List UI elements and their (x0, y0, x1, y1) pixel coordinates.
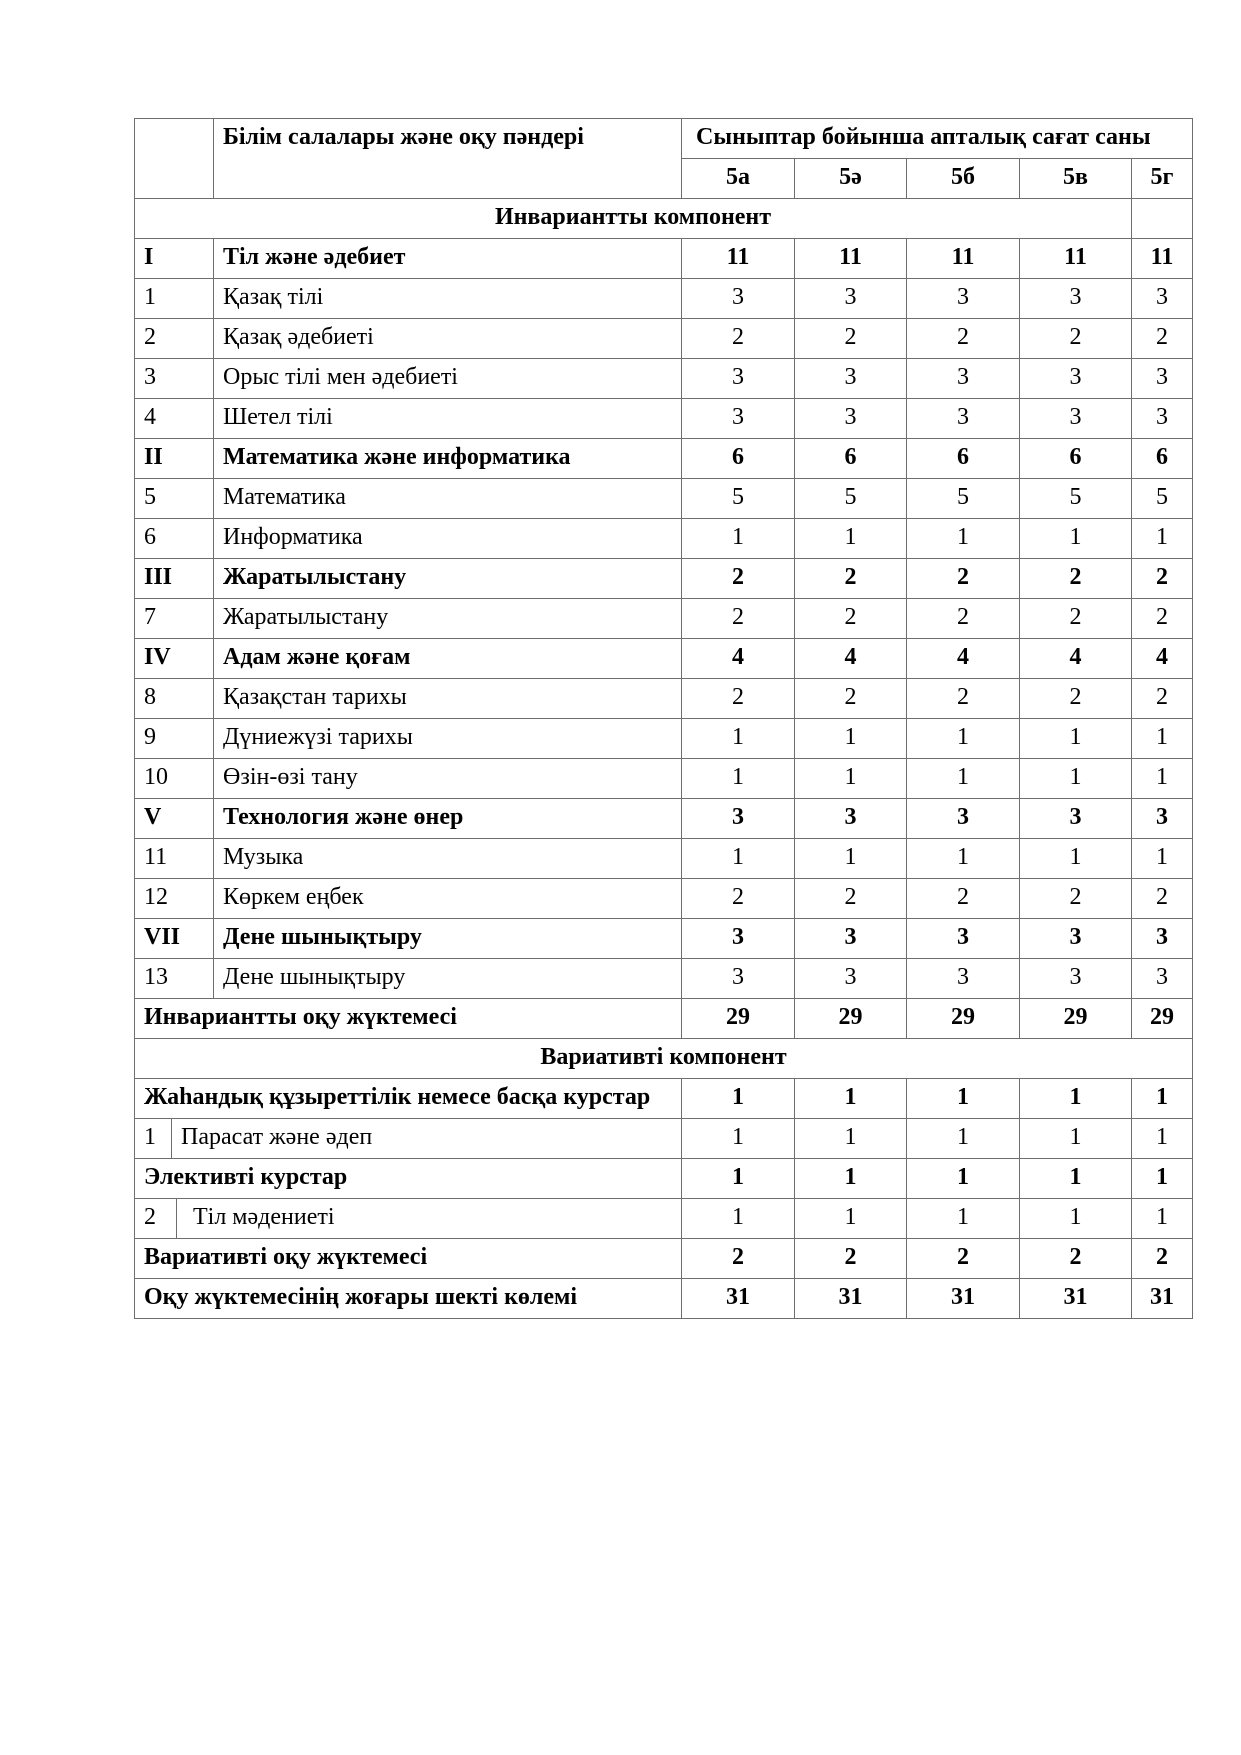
subject-name: Қазақ әдебиеті (214, 319, 682, 359)
hours-value: 3 (907, 959, 1020, 999)
subject-name: Көркем еңбек (214, 879, 682, 919)
hours-value: 2 (1020, 879, 1132, 919)
subject-row (135, 719, 1193, 759)
row-number: 12 (135, 879, 214, 919)
hours-value: 1 (682, 519, 795, 559)
hours-value: 1 (1020, 1079, 1132, 1119)
hours-value: 1 (1020, 1199, 1132, 1239)
hours-header: Сыныптар бойынша апталық сағат саны (682, 119, 1193, 159)
hours-value: 31 (795, 1279, 907, 1319)
hours-value: 2 (795, 879, 907, 919)
subject-name: Дүниежүзі тарихы (214, 719, 682, 759)
hours-value: 3 (1132, 799, 1193, 839)
max-load-row (135, 1279, 1193, 1319)
class-header: 5а (682, 159, 795, 199)
subject-name: Адам және қоғам (214, 639, 682, 679)
hours-value: 3 (682, 919, 795, 959)
hours-value: 1 (1020, 1159, 1132, 1199)
hours-value: 3 (1020, 919, 1132, 959)
hours-value: 11 (795, 239, 907, 279)
hours-value: 2 (795, 1239, 907, 1279)
row-number: 2 (135, 319, 214, 359)
hours-value: 6 (682, 439, 795, 479)
row-number: II (135, 439, 214, 479)
hours-value: 5 (1132, 479, 1193, 519)
hours-value: 29 (1132, 999, 1193, 1039)
hours-value: 2 (682, 679, 795, 719)
hours-value: 1 (907, 719, 1020, 759)
class-header: 5ә (795, 159, 907, 199)
hours-value: 2 (1132, 879, 1193, 919)
row-number: 13 (135, 959, 214, 999)
max-load-row-label: Оқу жүктемесінің жоғары шекті көлемі (135, 1279, 682, 1319)
hours-value: 3 (795, 359, 907, 399)
hours-value: 2 (795, 559, 907, 599)
subject-name: Информатика (214, 519, 682, 559)
hours-value: 3 (1132, 359, 1193, 399)
subject-row (135, 879, 1193, 919)
section-row (135, 919, 1193, 959)
hours-value: 3 (1132, 279, 1193, 319)
hours-value: 2 (1132, 599, 1193, 639)
variative-total-row-label: Вариативті оқу жүктемесі (135, 1239, 682, 1279)
hours-value: 1 (907, 519, 1020, 559)
hours-value: 1 (907, 759, 1020, 799)
subject-row (135, 839, 1193, 879)
subject-name: Тіл және әдебиет (214, 239, 682, 279)
hours-value: 3 (1020, 279, 1132, 319)
hours-value: 1 (682, 1159, 795, 1199)
parasat-row (135, 1119, 1193, 1159)
subject-name: Өзін-өзі тану (214, 759, 682, 799)
curriculum-table (134, 118, 1193, 1319)
hours-value: 2 (907, 1239, 1020, 1279)
section-row (135, 799, 1193, 839)
class-header: 5б (907, 159, 1020, 199)
hours-value: 1 (1132, 719, 1193, 759)
hours-value: 3 (682, 799, 795, 839)
hours-value: 1 (907, 1079, 1020, 1119)
hours-value: 1 (795, 1079, 907, 1119)
subject-row (135, 679, 1193, 719)
hours-value: 2 (1020, 679, 1132, 719)
hours-value: 2 (907, 679, 1020, 719)
hours-value: 3 (795, 399, 907, 439)
header-num-cell (135, 119, 214, 199)
hours-value: 1 (795, 1199, 907, 1239)
hours-value: 3 (682, 959, 795, 999)
hours-value: 6 (907, 439, 1020, 479)
hours-value: 1 (1132, 839, 1193, 879)
hours-value: 1 (1020, 519, 1132, 559)
hours-value: 11 (1132, 239, 1193, 279)
language-culture-row-cell (135, 1199, 682, 1239)
global-competence-row (135, 1079, 1193, 1119)
hours-value: 3 (1020, 959, 1132, 999)
subject-name: Математика (214, 479, 682, 519)
subject-row (135, 599, 1193, 639)
subject-row (135, 959, 1193, 999)
class-header: 5г (1132, 159, 1193, 199)
row-number: 2 (135, 1199, 177, 1238)
row-number: V (135, 799, 214, 839)
empty-cell (1132, 199, 1193, 239)
hours-value: 3 (907, 399, 1020, 439)
hours-value: 2 (907, 599, 1020, 639)
subject-row (135, 759, 1193, 799)
section-row (135, 559, 1193, 599)
hours-value: 5 (682, 479, 795, 519)
hours-value: 1 (795, 1159, 907, 1199)
hours-value: 31 (682, 1279, 795, 1319)
hours-value: 2 (682, 319, 795, 359)
row-number: 10 (135, 759, 214, 799)
hours-value: 3 (1020, 359, 1132, 399)
subject-row (135, 399, 1193, 439)
hours-value: 11 (682, 239, 795, 279)
hours-value: 6 (795, 439, 907, 479)
row-number: 1 (135, 1119, 172, 1158)
class-header: 5в (1020, 159, 1132, 199)
hours-value: 5 (907, 479, 1020, 519)
invariant-section-row (135, 199, 1193, 239)
hours-value: 11 (907, 239, 1020, 279)
subject-name: Математика және информатика (214, 439, 682, 479)
subject-row (135, 479, 1193, 519)
hours-value: 5 (1020, 479, 1132, 519)
subject-row (135, 279, 1193, 319)
row-number: IV (135, 639, 214, 679)
elective-row-label: Элективті курстар (135, 1159, 682, 1199)
subject-name: Шетел тілі (214, 399, 682, 439)
subject-name: Дене шынықтыру (214, 959, 682, 999)
subject-name: Тіл мәдениеті (193, 1204, 335, 1230)
variative-total-row (135, 1239, 1193, 1279)
hours-value: 1 (795, 1119, 907, 1159)
hours-value: 5 (795, 479, 907, 519)
hours-value: 29 (907, 999, 1020, 1039)
hours-value: 1 (1020, 1119, 1132, 1159)
hours-value: 1 (907, 1199, 1020, 1239)
hours-value: 2 (907, 879, 1020, 919)
hours-value: 3 (1020, 399, 1132, 439)
hours-value: 1 (1020, 759, 1132, 799)
variative-title: Вариативті компонент (135, 1039, 1193, 1079)
hours-value: 1 (907, 1159, 1020, 1199)
row-number: III (135, 559, 214, 599)
section-row (135, 239, 1193, 279)
hours-value: 31 (907, 1279, 1020, 1319)
row-number: 6 (135, 519, 214, 559)
subject-name: Технология және өнер (214, 799, 682, 839)
row-number: VII (135, 919, 214, 959)
hours-value: 2 (1020, 1239, 1132, 1279)
parasat-row-cell (135, 1119, 682, 1159)
hours-value: 3 (795, 799, 907, 839)
subject-name: Парасат және әдеп (181, 1124, 373, 1150)
hours-value: 1 (907, 1119, 1020, 1159)
hours-value: 3 (907, 359, 1020, 399)
hours-value: 2 (1132, 1239, 1193, 1279)
section-row (135, 439, 1193, 479)
subjects-header: Білім салалары және оқу пәндері (214, 119, 682, 199)
hours-value: 4 (795, 639, 907, 679)
hours-value: 3 (682, 279, 795, 319)
language-culture-row (135, 1199, 1193, 1239)
global-competence-row-label: Жаһандық құзыреттілік немесе басқа курстар (135, 1079, 682, 1119)
hours-value: 2 (1020, 319, 1132, 359)
hours-value: 3 (1132, 959, 1193, 999)
subject-name: Жаратылыстану (214, 599, 682, 639)
elective-row (135, 1159, 1193, 1199)
hours-value: 1 (682, 839, 795, 879)
subject-name: Музыка (214, 839, 682, 879)
hours-value: 4 (907, 639, 1020, 679)
hours-value: 11 (1020, 239, 1132, 279)
row-number: 1 (135, 279, 214, 319)
hours-value: 2 (795, 599, 907, 639)
subject-row (135, 359, 1193, 399)
section-row (135, 639, 1193, 679)
subject-name: Орыс тілі мен әдебиеті (214, 359, 682, 399)
subject-name: Қазақстан тарихы (214, 679, 682, 719)
row-number: 3 (135, 359, 214, 399)
row-number: 11 (135, 839, 214, 879)
hours-value: 3 (795, 919, 907, 959)
hours-value: 1 (1132, 1079, 1193, 1119)
row-number: 4 (135, 399, 214, 439)
hours-value: 2 (682, 1239, 795, 1279)
hours-value: 2 (1020, 559, 1132, 599)
hours-value: 1 (682, 1199, 795, 1239)
hours-value: 1 (795, 839, 907, 879)
hours-value: 6 (1020, 439, 1132, 479)
hours-value: 6 (1132, 439, 1193, 479)
hours-value: 1 (795, 759, 907, 799)
hours-value: 3 (682, 359, 795, 399)
hours-value: 1 (1132, 759, 1193, 799)
hours-value: 1 (682, 1119, 795, 1159)
subject-name: Жаратылыстану (214, 559, 682, 599)
hours-value: 29 (1020, 999, 1132, 1039)
row-number: 5 (135, 479, 214, 519)
row-number: 7 (135, 599, 214, 639)
hours-value: 2 (1132, 679, 1193, 719)
hours-value: 4 (1020, 639, 1132, 679)
row-number: I (135, 239, 214, 279)
subject-row (135, 519, 1193, 559)
hours-value: 1 (795, 719, 907, 759)
subject-row (135, 319, 1193, 359)
variative-section-row (135, 1039, 1193, 1079)
hours-value: 1 (1020, 719, 1132, 759)
hours-value: 2 (907, 559, 1020, 599)
hours-value: 2 (795, 679, 907, 719)
invariant-total-row-label: Инвариантты оқу жүктемесі (135, 999, 682, 1039)
invariant-title: Инвариантты компонент (135, 199, 1132, 239)
hours-value: 3 (1132, 399, 1193, 439)
hours-value: 3 (795, 279, 907, 319)
hours-value: 2 (795, 319, 907, 359)
hours-value: 3 (907, 279, 1020, 319)
invariant-total-row (135, 999, 1193, 1039)
hours-value: 31 (1020, 1279, 1132, 1319)
hours-value: 2 (907, 319, 1020, 359)
hours-value: 29 (795, 999, 907, 1039)
hours-value: 3 (907, 919, 1020, 959)
hours-value: 2 (682, 559, 795, 599)
hours-value: 2 (1020, 599, 1132, 639)
hours-value: 3 (907, 799, 1020, 839)
hours-value: 2 (1132, 559, 1193, 599)
hours-value: 4 (682, 639, 795, 679)
hours-value: 1 (795, 519, 907, 559)
hours-value: 2 (682, 879, 795, 919)
hours-value: 1 (1020, 839, 1132, 879)
hours-value: 4 (1132, 639, 1193, 679)
row-number: 9 (135, 719, 214, 759)
hours-value: 3 (1132, 919, 1193, 959)
row-number: 8 (135, 679, 214, 719)
hours-value: 31 (1132, 1279, 1193, 1319)
hours-value: 3 (1020, 799, 1132, 839)
hours-value: 2 (682, 599, 795, 639)
hours-value: 1 (1132, 1119, 1193, 1159)
hours-value: 29 (682, 999, 795, 1039)
hours-value: 2 (1132, 319, 1193, 359)
hours-value: 1 (1132, 519, 1193, 559)
hours-value: 3 (682, 399, 795, 439)
hours-value: 1 (1132, 1159, 1193, 1199)
subject-name: Қазақ тілі (214, 279, 682, 319)
subject-name: Дене шынықтыру (214, 919, 682, 959)
hours-value: 1 (682, 1079, 795, 1119)
hours-value: 1 (907, 839, 1020, 879)
hours-value: 1 (682, 719, 795, 759)
hours-value: 1 (682, 759, 795, 799)
header-row (135, 119, 1193, 159)
hours-value: 3 (795, 959, 907, 999)
hours-value: 1 (1132, 1199, 1193, 1239)
